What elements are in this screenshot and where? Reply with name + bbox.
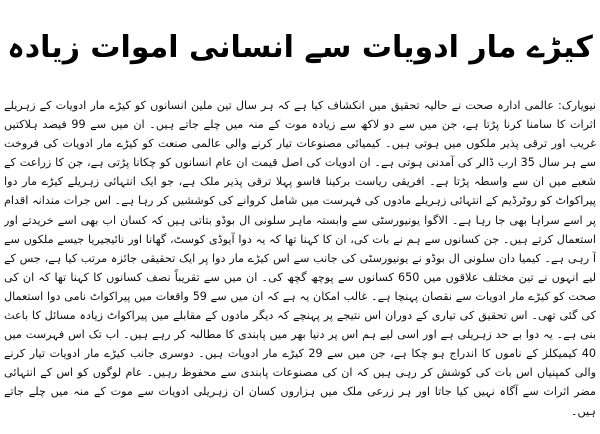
article-body: نیویارک: عالمی ادارہ صحت نے حالیہ تحقیق میں انکشاف کیا ہے کہ ہر سال تین ملین انسانوں کو کیڑے مار ادویات کے زہریلے اثرات کا سامنا کرنا پڑتا ہے، جن میں سے دو لاکھ سے زیادہ موت کے منہ میں چلے جاتے ہیں۔ ان میں سے 99 فیصد ہلاکتیں غریب اور ترقی پذیر ملکوں میں ہوتی ہیں۔ کیمیائی مصنوعات تیار کرنے والی عالمی صنعت کو کیڑے مار ادویات کی فروخت سے ہر سال 35 ارب ڈالر کی آمدنی ہوتی ہے۔ ان ادویات کی اصل قیمت ان عام انسانوں کو چکانا پڑتی ہے، جن کا زراعت کے شعبے میں ان سے واسطہ پڑتا ہے۔ افریقی ریاست برکینا فاسو پہلا ترقی پذیر ملک ہے، جو ایک انتہائی زہریلے کیڑے مار دوا پیراکواٹ کو روٹرڈیم کے انتہائی زہریلے مادوں کی فہرست میں شامل کروانے کی کوششیں کر رہا ہے۔ اس جرات مندانہ اقدام پر اسے سراہا بھی جا رہا ہے۔ الاگوا یونیورسٹی سے وابستہ ماہر سلونی ال بوڈو بتاتی ہیں کہ کسان اب بھی اسے خریدتے اور استعمال کرتے ہیں۔ جن کسانوں سے ہم نے بات کی، ان کا کہنا تھا کہ یہ دوا آیوڈی کوسٹ، گھانا اور نائیجیریا جیسے ملکوں سے آ رہی ہے۔ کیمیا دان سلونی ال بوڈو نے یونیورسٹی کی جانب سے اس کیڑے مار دوا پر ایک تحقیقی جائزہ مرتب کیا ہے، جس کے لیے انہوں نے تین مختلف علاقوں میں 650 کسانوں سے پوچھ گچھ کی۔ ان میں سے تقریباً نصف کسانوں کا کہنا تھا کہ ان کی صحت کو کیڑے مار ادویات سے نقصان پہنچا ہے۔ غالب امکان یہ ہے کہ ان میں سے 59 واقعات میں پیراکواٹ نامی دوا استعمال کی گئی تھی۔ اس تحقیق کی تیاری کے دوران اس نتیجے پر پہنچے کہ دیگر مادوں کے مقابلے میں پیراکواٹ زیادہ مسائل کا باعث بنی ہے۔ یہ دوا بے حد زہریلی ہے اور اسی لیے ہم اس پر دنیا بھر میں پابندی کا مطالبہ کر رہے ہیں۔ اب تک اس فہرست میں 40 کیمیکلز کے ناموں کا اندراج ہو چکا ہے، جن میں سے 29 کیڑے مار ادویات ہیں۔ دوسری جانب کیڑے مار ادویات تیار کرنے والی کمپنیاں اس بات کی کوشش کر رہی ہیں کہ ان کی مصنوعات پابندی سے محفوظ رہیں۔ عام لوگوں کو اس کے انتہائی مضر اثرات سے آگاہ نہیں کیا جاتا اور ہر زرعی ملک میں ہزاروں کسان ان زہریلی ادویات سے موت کے منہ میں چلے جاتے ہیں۔ <box>4 99 596 418</box>
headline-area <box>4 0 596 96</box>
headline: کیڑے مار ادویات سے انسانی اموات زیادہ <box>7 30 593 65</box>
